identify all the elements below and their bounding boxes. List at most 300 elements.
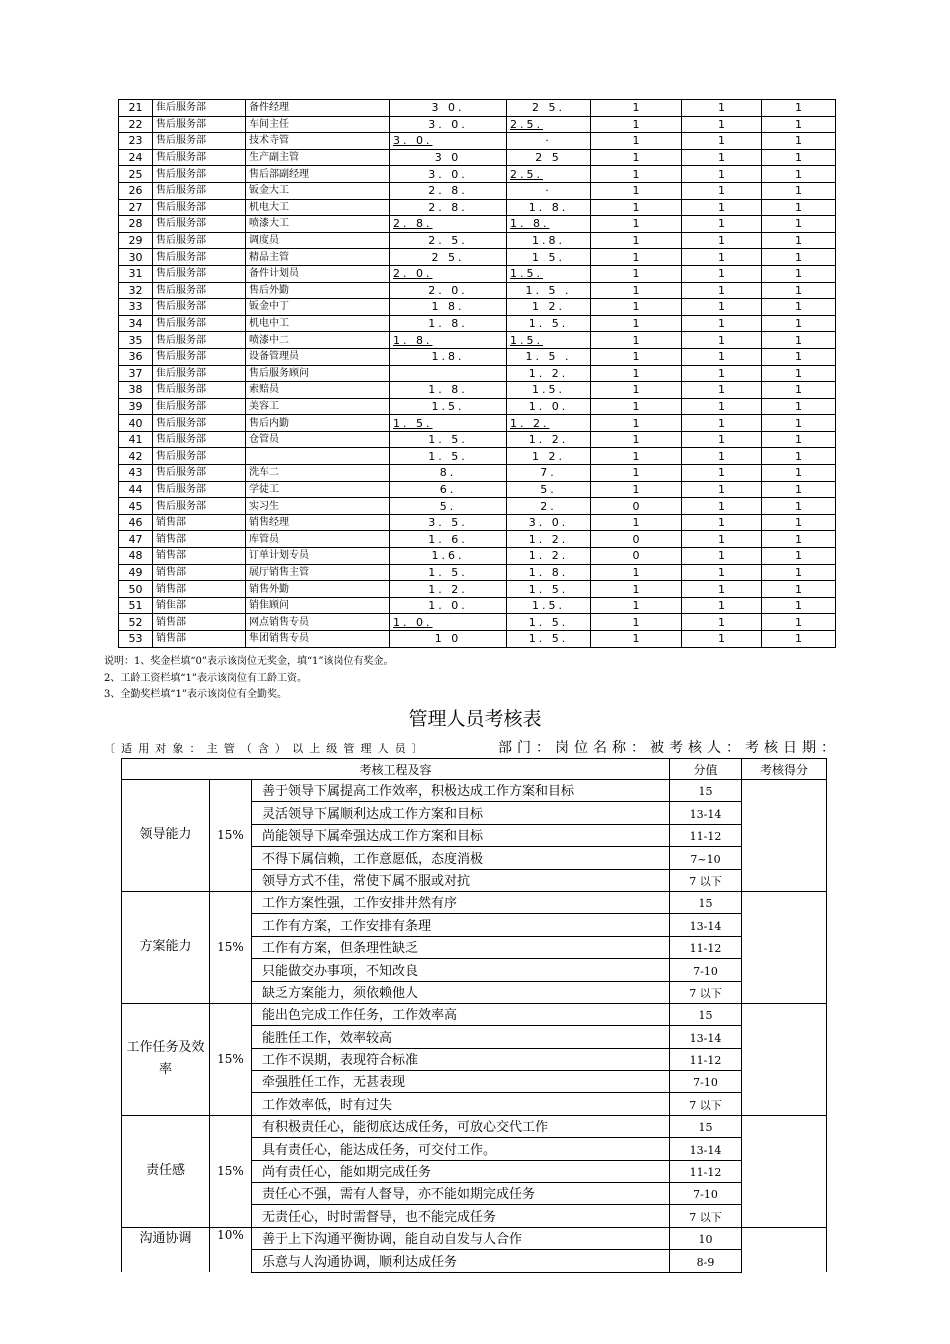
score-range-cell: 13-14 (670, 802, 742, 824)
row-number: 41 (119, 431, 153, 448)
department-cell: 隹后服务部 (153, 398, 246, 415)
base-value-cell: 8. (390, 465, 507, 482)
second-value-cell: 1.5. (507, 265, 591, 282)
attendance-flag-cell: 1 (762, 581, 836, 598)
department-cell: 售后服务部 (153, 199, 246, 216)
category-cell: 工作任务及效率 (122, 1003, 210, 1115)
department-cell: 售后服务部 (153, 149, 246, 166)
weight-cell: 15% (210, 780, 252, 892)
department-cell: 销售部 (153, 581, 246, 598)
weight-cell: 10% (210, 1227, 252, 1272)
table-row (119, 216, 836, 233)
bonus-flag-cell: 1 (591, 332, 682, 349)
position-cell: 隼团销售专员 (246, 631, 390, 648)
table-row (119, 531, 836, 548)
table-row (119, 431, 836, 448)
score-range-cell: 13-14 (670, 1026, 742, 1048)
weight-cell: 15% (210, 1115, 252, 1227)
row-number: 23 (119, 133, 153, 150)
base-value-cell: 1 0 (390, 631, 507, 648)
score-range-cell: 13-14 (670, 1138, 742, 1160)
second-value-cell: 1. 2. (507, 365, 591, 382)
row-number: 24 (119, 149, 153, 166)
score-range-cell: 11-12 (670, 1160, 742, 1182)
table-row (119, 465, 836, 482)
second-value-cell: 2.5. (507, 116, 591, 133)
seniority-flag-cell: 1 (682, 564, 762, 581)
category-cell: 责任感 (122, 1115, 210, 1227)
attendance-flag-cell: 1 (762, 116, 836, 133)
base-value-cell: 3. 5. (390, 514, 507, 531)
table-row (119, 498, 836, 515)
row-number: 53 (119, 631, 153, 648)
position-cell: 机电中工 (246, 315, 390, 332)
bonus-flag-cell: 1 (591, 299, 682, 316)
base-value-cell: 2. 0. (390, 282, 507, 299)
position-cell: 机电大工 (246, 199, 390, 216)
base-value-cell: 1. 8. (390, 382, 507, 399)
seniority-flag-cell: 1 (682, 166, 762, 183)
second-value-cell: 1. 5. (507, 614, 591, 631)
row-number: 45 (119, 498, 153, 515)
bonus-flag-cell: 1 (591, 166, 682, 183)
table-row (119, 100, 836, 117)
seniority-flag-cell: 1 (682, 199, 762, 216)
table-row (119, 614, 836, 631)
base-value-cell: 6. (390, 481, 507, 498)
base-value-cell: 1. 5. (390, 431, 507, 448)
base-value-cell: 1. 5. (390, 448, 507, 465)
bonus-flag-cell: 1 (591, 431, 682, 448)
bonus-flag-cell: 1 (591, 597, 682, 614)
table-row (119, 415, 836, 432)
col-item-header: 考核工程及容 (122, 759, 670, 780)
department-cell: 销售部 (153, 614, 246, 631)
department-cell: 售后服务部 (153, 133, 246, 150)
position-cell: 备件经理 (246, 100, 390, 117)
bonus-flag-cell: 1 (591, 265, 682, 282)
seniority-flag-cell: 1 (682, 365, 762, 382)
weight-cell: 15% (210, 891, 252, 1003)
criterion-cell: 领导方式不佳，常使下属不服或对抗 (252, 869, 670, 891)
base-value-cell: 2. 8. (390, 216, 507, 233)
seniority-flag-cell: 1 (682, 100, 762, 117)
bonus-flag-cell: 1 (591, 581, 682, 598)
base-value-cell: 1. 8. (390, 332, 507, 349)
attendance-flag-cell: 1 (762, 415, 836, 432)
position-cell: 仓管员 (246, 431, 390, 448)
department-cell: 隹后服务部 (153, 100, 246, 117)
table-header-row (122, 759, 827, 780)
bonus-flag-cell: 1 (591, 216, 682, 233)
seniority-flag-cell: 1 (682, 216, 762, 233)
department-cell: 售后服务部 (153, 465, 246, 482)
attendance-flag-cell: 1 (762, 166, 836, 183)
row-number: 51 (119, 597, 153, 614)
second-value-cell: · (507, 133, 591, 150)
position-cell: 技术寺管 (246, 133, 390, 150)
position-cell: 销隹顾问 (246, 597, 390, 614)
table-row (119, 282, 836, 299)
row-number: 31 (119, 265, 153, 282)
department-cell: 隹后服务部 (153, 365, 246, 382)
bonus-flag-cell: 1 (591, 514, 682, 531)
criterion-cell: 工作不误期，表现符合标准 (252, 1048, 670, 1070)
category-cell: 方案能力 (122, 891, 210, 1003)
note-line: 3、全勤奖栏填“1”表示该岗位有全勤奖。 (104, 689, 287, 700)
row-number: 34 (119, 315, 153, 332)
bonus-flag-cell: 1 (591, 465, 682, 482)
attendance-flag-cell: 1 (762, 398, 836, 415)
table-row (122, 1003, 827, 1025)
attendance-flag-cell: 1 (762, 481, 836, 498)
table-row (119, 365, 836, 382)
department-cell: 售后服务部 (153, 332, 246, 349)
base-value-cell: 2 5. (390, 249, 507, 266)
score-range-cell: 11-12 (670, 824, 742, 846)
seniority-flag-cell: 1 (682, 182, 762, 199)
criterion-cell: 工作有方案，工作安排有条理 (252, 914, 670, 936)
seniority-flag-cell: 1 (682, 149, 762, 166)
base-value-cell: 3 0 (390, 149, 507, 166)
criterion-cell: 不得下属信赖，工作意愿低，态度消极 (252, 847, 670, 869)
department-cell: 售后服务部 (153, 415, 246, 432)
bonus-flag-cell: 1 (591, 614, 682, 631)
criterion-cell: 有积极责任心，能彻底达成任务，可放心交代工作 (252, 1115, 670, 1137)
seniority-flag-cell: 1 (682, 415, 762, 432)
row-number: 21 (119, 100, 153, 117)
position-cell: 订单计划专员 (246, 548, 390, 565)
position-cell: 索赔员 (246, 382, 390, 399)
criterion-cell: 只能做交办事项，不知改良 (252, 959, 670, 981)
second-value-cell: 1 2. (507, 299, 591, 316)
second-value-cell: 1. 5. (507, 631, 591, 648)
attendance-flag-cell: 1 (762, 431, 836, 448)
position-cell: 洗车二 (246, 465, 390, 482)
weight-cell: 15% (210, 1003, 252, 1115)
attendance-flag-cell: 1 (762, 514, 836, 531)
table-row (119, 382, 836, 399)
criterion-cell: 牵强胜任工作，无甚表现 (252, 1071, 670, 1093)
table-row (119, 332, 836, 349)
bonus-flag-cell: 1 (591, 232, 682, 249)
page-title: 管理人员考核表 (408, 708, 542, 730)
row-number: 48 (119, 548, 153, 565)
result-input-cell[interactable] (742, 780, 827, 892)
assessment-table (121, 758, 827, 1273)
result-input-cell[interactable] (742, 1003, 827, 1115)
seniority-flag-cell: 1 (682, 498, 762, 515)
base-value-cell: 3. 0. (390, 166, 507, 183)
position-cell: 喷漆中二 (246, 332, 390, 349)
position-cell: 车间主任 (246, 116, 390, 133)
second-value-cell: 1. 5. (507, 315, 591, 332)
attendance-flag-cell: 1 (762, 216, 836, 233)
score-range-cell: 15 (670, 891, 742, 913)
score-range-cell: 15 (670, 1115, 742, 1137)
attendance-flag-cell: 1 (762, 232, 836, 249)
attendance-flag-cell: 1 (762, 465, 836, 482)
base-value-cell: 2. 5. (390, 232, 507, 249)
form-header (104, 737, 840, 757)
row-number: 49 (119, 564, 153, 581)
attendance-flag-cell: 1 (762, 315, 836, 332)
criterion-cell: 缺乏方案能力，须依赖他人 (252, 981, 670, 1003)
salary-table (118, 99, 835, 648)
score-range-cell: 7 以下 (670, 1093, 742, 1115)
base-value-cell: 5. (390, 498, 507, 515)
score-range-cell: 11-12 (670, 1048, 742, 1070)
attendance-flag-cell: 1 (762, 382, 836, 399)
row-number: 40 (119, 415, 153, 432)
attendance-flag-cell: 1 (762, 149, 836, 166)
bonus-flag-cell: 1 (591, 199, 682, 216)
criterion-cell: 善于上下沟通平衡协调，能自动自发与人合作 (252, 1227, 670, 1249)
seniority-flag-cell: 1 (682, 448, 762, 465)
table-row (122, 1227, 827, 1249)
seniority-flag-cell: 1 (682, 282, 762, 299)
criterion-cell: 尚能领导下属牵强达成工作方案和目标 (252, 824, 670, 846)
row-number: 30 (119, 249, 153, 266)
attendance-flag-cell: 1 (762, 348, 836, 365)
table-row (119, 149, 836, 166)
seniority-flag-cell: 1 (682, 133, 762, 150)
attendance-flag-cell: 1 (762, 249, 836, 266)
second-value-cell: 1. 0. (507, 398, 591, 415)
position-cell: 生产副主管 (246, 149, 390, 166)
table-row (119, 265, 836, 282)
department-cell: 售后服务部 (153, 116, 246, 133)
seniority-flag-cell: 1 (682, 265, 762, 282)
department-cell: 售后服务部 (153, 498, 246, 515)
department-cell: 销隹部 (153, 597, 246, 614)
position-cell: 美容工 (246, 398, 390, 415)
attendance-flag-cell: 1 (762, 282, 836, 299)
score-range-cell: 11-12 (670, 936, 742, 958)
position-cell: 网点销售专员 (246, 614, 390, 631)
seniority-flag-cell: 1 (682, 548, 762, 565)
score-range-cell: 8-9 (670, 1250, 742, 1272)
base-value-cell: 1.8. (390, 348, 507, 365)
row-number: 26 (119, 182, 153, 199)
criterion-cell: 具有责任心，能达成任务，可交付工作。 (252, 1138, 670, 1160)
bonus-flag-cell: 1 (591, 448, 682, 465)
table-row (119, 315, 836, 332)
department-cell: 售后服务部 (153, 481, 246, 498)
department-cell: 销售部 (153, 514, 246, 531)
row-number: 42 (119, 448, 153, 465)
seniority-flag-cell: 1 (682, 581, 762, 598)
department-cell: 售后服务部 (153, 315, 246, 332)
seniority-flag-cell: 1 (682, 315, 762, 332)
bonus-flag-cell: 1 (591, 365, 682, 382)
category-cell: 领导能力 (122, 780, 210, 892)
table-row (119, 398, 836, 415)
criterion-cell: 工作有方案，但条理性缺乏 (252, 936, 670, 958)
attendance-flag-cell: 1 (762, 548, 836, 565)
row-number: 37 (119, 365, 153, 382)
criterion-cell: 灵活领导下属顺利达成工作方案和目标 (252, 802, 670, 824)
attendance-flag-cell: 1 (762, 631, 836, 648)
score-range-cell: 13-14 (670, 914, 742, 936)
attendance-flag-cell: 1 (762, 100, 836, 117)
seniority-flag-cell: 1 (682, 631, 762, 648)
department-cell: 售后服务部 (153, 382, 246, 399)
bonus-flag-cell: 1 (591, 398, 682, 415)
base-value-cell: 1. 5. (390, 415, 507, 432)
second-value-cell: 2 5 (507, 149, 591, 166)
position-cell: 展厅销售主管 (246, 564, 390, 581)
row-number: 22 (119, 116, 153, 133)
second-value-cell: · (507, 182, 591, 199)
attendance-flag-cell: 1 (762, 133, 836, 150)
criterion-cell: 无责任心，时时需督导，也不能完成任务 (252, 1205, 670, 1227)
second-value-cell: 1.5. (507, 382, 591, 399)
second-value-cell: 1. 2. (507, 531, 591, 548)
bonus-flag-cell: 1 (591, 315, 682, 332)
attendance-flag-cell: 1 (762, 448, 836, 465)
seniority-flag-cell: 1 (682, 299, 762, 316)
bonus-flag-cell: 1 (591, 282, 682, 299)
seniority-flag-cell: 1 (682, 232, 762, 249)
second-value-cell: 3. 0. (507, 514, 591, 531)
table-row (119, 199, 836, 216)
row-number: 43 (119, 465, 153, 482)
table-row (119, 249, 836, 266)
criterion-cell: 责任心不强，需有人督导，亦不能如期完成任务 (252, 1183, 670, 1205)
department-cell: 售后服务部 (153, 431, 246, 448)
result-input-cell[interactable] (742, 891, 827, 1003)
criterion-cell: 乐意与人沟通协调，顺利达成任务 (252, 1250, 670, 1272)
second-value-cell: 1. 5. (507, 581, 591, 598)
department-cell: 销售部 (153, 548, 246, 565)
score-range-cell: 7-10 (670, 1183, 742, 1205)
base-value-cell: 2. 8. (390, 199, 507, 216)
score-range-cell: 7 以下 (670, 1205, 742, 1227)
second-value-cell: 1.5. (507, 597, 591, 614)
position-cell: 学徒工 (246, 481, 390, 498)
attendance-flag-cell: 1 (762, 614, 836, 631)
seniority-flag-cell: 1 (682, 597, 762, 614)
bonus-flag-cell: 1 (591, 382, 682, 399)
table-row (122, 1115, 827, 1137)
position-cell: 售后服务顾问 (246, 365, 390, 382)
department-cell: 售后服务部 (153, 299, 246, 316)
row-number: 29 (119, 232, 153, 249)
department-cell: 售后服务部 (153, 232, 246, 249)
row-number: 47 (119, 531, 153, 548)
row-number: 38 (119, 382, 153, 399)
table-row (119, 232, 836, 249)
position-cell: 售后内勤 (246, 415, 390, 432)
position-cell: 销售经理 (246, 514, 390, 531)
result-input-cell[interactable] (742, 1227, 827, 1272)
attendance-flag-cell: 1 (762, 365, 836, 382)
base-value-cell: 2. 0. (390, 265, 507, 282)
score-range-cell: 15 (670, 780, 742, 802)
base-value-cell: 1.6. (390, 548, 507, 565)
position-cell: 备件计划员 (246, 265, 390, 282)
bonus-flag-cell: 1 (591, 149, 682, 166)
attendance-flag-cell: 1 (762, 299, 836, 316)
position-cell: 销售外勤 (246, 581, 390, 598)
criterion-cell: 工作效率低，时有过失 (252, 1093, 670, 1115)
category-cell: 沟通协调 (122, 1227, 210, 1272)
attendance-flag-cell: 1 (762, 564, 836, 581)
table-row (119, 581, 836, 598)
base-value-cell (390, 365, 507, 382)
position-cell: 调度员 (246, 232, 390, 249)
result-input-cell[interactable] (742, 1115, 827, 1227)
second-value-cell: 1.5. (507, 332, 591, 349)
criterion-cell: 工作方案性强，工作安排井然有序 (252, 891, 670, 913)
score-range-cell: 7-10 (670, 1071, 742, 1093)
seniority-flag-cell: 1 (682, 332, 762, 349)
second-value-cell: 1 2. (507, 448, 591, 465)
score-range-cell: 7 以下 (670, 869, 742, 891)
attendance-flag-cell: 1 (762, 597, 836, 614)
department-cell: 售后服务部 (153, 448, 246, 465)
row-number: 35 (119, 332, 153, 349)
table-row (122, 891, 827, 913)
notes (104, 654, 394, 704)
base-value-cell: 1.5. (390, 398, 507, 415)
base-value-cell: 1. 5. (390, 564, 507, 581)
second-value-cell: 1 5. (507, 249, 591, 266)
seniority-flag-cell: 1 (682, 348, 762, 365)
base-value-cell: 1. 8. (390, 315, 507, 332)
criterion-cell: 善于领导下属提高工作效率，积极达成工作方案和目标 (252, 780, 670, 802)
position-cell: 精品主管 (246, 249, 390, 266)
row-number: 50 (119, 581, 153, 598)
row-number: 44 (119, 481, 153, 498)
seniority-flag-cell: 1 (682, 431, 762, 448)
seniority-flag-cell: 1 (682, 514, 762, 531)
table-row (119, 448, 836, 465)
scope-text: 〔适用对象：主管（含）以上级管理人员〕 (104, 742, 429, 755)
bonus-flag-cell: 1 (591, 182, 682, 199)
row-number: 25 (119, 166, 153, 183)
note-line: 2、工龄工资栏填“1”表示该岗位有工龄工资。 (104, 672, 307, 684)
second-value-cell: 7. (507, 465, 591, 482)
table-row (119, 631, 836, 648)
row-number: 32 (119, 282, 153, 299)
bonus-flag-cell: 1 (591, 631, 682, 648)
table-row (119, 564, 836, 581)
row-number: 28 (119, 216, 153, 233)
base-value-cell: 1. 2. (390, 581, 507, 598)
table-row (122, 780, 827, 802)
position-cell: 库管员 (246, 531, 390, 548)
score-range-cell: 7~10 (670, 847, 742, 869)
table-row (119, 182, 836, 199)
row-number: 36 (119, 348, 153, 365)
position-cell: 实习生 (246, 498, 390, 515)
seniority-flag-cell: 1 (682, 531, 762, 548)
bonus-flag-cell: 1 (591, 116, 682, 133)
department-cell: 售后服务部 (153, 265, 246, 282)
base-value-cell: 3. 0. (390, 133, 507, 150)
second-value-cell: 1.8. (507, 232, 591, 249)
row-number: 52 (119, 614, 153, 631)
bonus-flag-cell: 1 (591, 100, 682, 117)
department-cell: 售后服务部 (153, 348, 246, 365)
bonus-flag-cell: 0 (591, 498, 682, 515)
base-value-cell: 1. 0. (390, 614, 507, 631)
header-fields: 部门：岗位名称：被考核人：考核日期： (498, 740, 840, 756)
bonus-flag-cell: 1 (591, 133, 682, 150)
base-value-cell: 1. 6. (390, 531, 507, 548)
